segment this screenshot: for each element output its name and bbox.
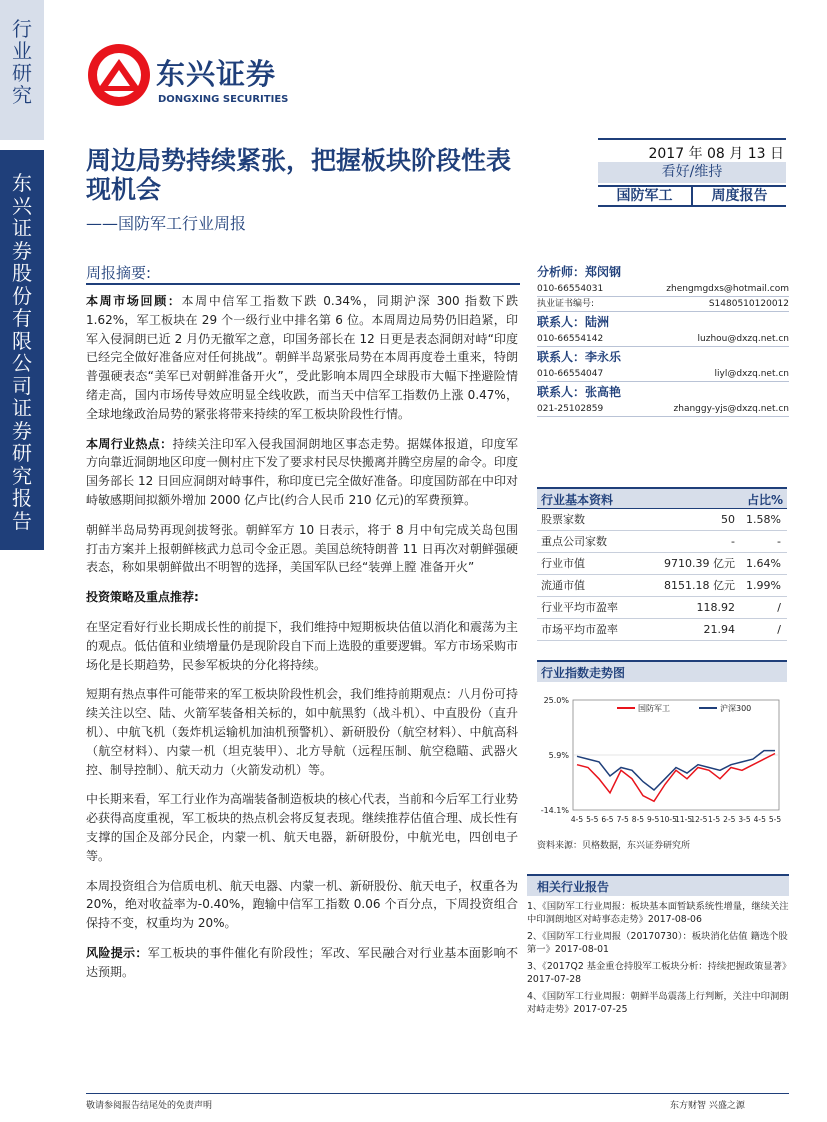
table-row xyxy=(537,575,787,597)
stats-header xyxy=(537,487,787,509)
contact-2-phone: 010-66554047 xyxy=(537,369,604,379)
tag-industry: 国防军工 xyxy=(616,188,673,204)
stat-value: - xyxy=(731,535,735,548)
lead-risk: 风险提示： xyxy=(86,945,148,960)
chart-heading: 行业指数走势图 xyxy=(537,660,787,682)
x-tick-label: 9-5 xyxy=(647,815,660,824)
sidebar xyxy=(0,0,44,1122)
stat-pct: 1.58% xyxy=(746,513,781,526)
legend-label-0: 国防军工 xyxy=(638,704,670,713)
stat-name: 流通市值 xyxy=(541,579,585,592)
contact-3-email[interactable]: zhanggy-yjs@dxzq.net.cn xyxy=(673,404,789,414)
analyst-cert-row xyxy=(537,297,789,312)
paragraph-korea: 朝鲜半岛局势再现剑拔弩张。朝鲜军方 10 日表示，将于 8 月中旬完成关岛包围打击方案并上报朝鲜核武力总司令金正恩。美国总统特朗普 11 日再次对朝鲜强硬表态，称如果朝鲜做出不明智的选择，美国军队已经“装弹上膛 准备开火” xyxy=(86,522,518,575)
contact-1-row xyxy=(537,332,789,347)
stat-pct: 1.99% xyxy=(746,579,781,592)
cert-label: 执业证书编号: xyxy=(537,299,595,309)
contact-1-email[interactable]: luzhou@dxzq.net.cn xyxy=(697,334,789,344)
sidebar-company-band xyxy=(0,150,44,550)
contact-3-phone: 021-25102859 xyxy=(537,404,604,414)
paragraph-risk xyxy=(86,944,518,982)
summary-heading: 周报摘要: xyxy=(86,264,152,282)
y-tick-label: 25.0% xyxy=(543,696,569,705)
lead-market-review: 本周市场回顾： xyxy=(86,294,182,308)
report-subtitle: ——国防军工行业周报 xyxy=(86,214,247,233)
x-tick-label: 4-5 xyxy=(753,815,766,824)
stat-value: 50 xyxy=(721,513,735,526)
contact-1-name: 联系人：陆洲 xyxy=(537,315,610,329)
cert-number: S1480510120012 xyxy=(708,299,789,309)
sidebar-category: 行业研究 xyxy=(12,17,32,107)
logo-cn-text: 东兴证券 xyxy=(156,57,277,91)
analyst-contact-row xyxy=(537,282,789,297)
stat-value: 21.94 xyxy=(703,623,735,636)
footer-divider xyxy=(86,1093,789,1094)
contact-2-email[interactable]: liyl@dxzq.net.cn xyxy=(714,369,789,379)
analyst-email[interactable]: zhengmgdxs@hotmail.com xyxy=(666,284,789,294)
sidebar-company: 东兴证券股份有限公司证券研究报告 xyxy=(12,171,32,533)
paragraph-market-review xyxy=(86,292,518,424)
paragraph-portfolio: 本周投资组合为信质电机、航天电器、内蒙一机、新研股份、航天电子，权重各为 20%，绝对收益率为-0.40%，跑输中信军工指数 0.06 个百分点，下周投资组合保持不变，权重均为 20%。 xyxy=(86,878,519,931)
stat-name: 行业平均市盈率 xyxy=(541,601,618,614)
x-tick-label: 11-5 xyxy=(675,815,693,824)
stat-pct: / xyxy=(777,623,781,636)
related-reports-list xyxy=(527,900,789,1020)
lead-hotspot: 本周行业热点： xyxy=(86,436,173,451)
stat-name: 行业市值 xyxy=(541,557,585,570)
contact-3-name: 联系人：张高艳 xyxy=(537,385,622,399)
stats-heading: 行业基本资料 xyxy=(541,493,614,507)
table-row xyxy=(537,619,787,641)
stat-pct: - xyxy=(777,535,781,548)
footer-slogan: 东方财智 兴盛之源 xyxy=(670,1101,745,1111)
contact-3-row xyxy=(537,402,789,417)
summary-body xyxy=(86,292,518,993)
stat-value: 8151.18 亿元 xyxy=(664,579,735,592)
y-tick-label: -14.1% xyxy=(540,806,569,815)
list-item[interactable]: 2、《国防军工行业周报（20170730）：板块消化估值 籍选个股第一》2017-08-01 xyxy=(527,931,788,955)
report-title: 周边局势持续紧张，把握板块阶段性表现机会 xyxy=(86,146,512,204)
list-item[interactable]: 3、《2017Q2 基金重仓持股军工板块分析：持续把握政策显著》2017-07-28 xyxy=(527,961,787,985)
x-tick-label: 8-5 xyxy=(631,815,645,824)
index-trend-chart xyxy=(537,688,787,833)
stat-pct: / xyxy=(777,601,781,614)
list-item[interactable]: 1、《国防军工行业周报：板块基本面暂缺系统性增量，继续关注中印洞朗地区对峙事态走势》2017-08-06 xyxy=(527,901,789,925)
sidebar-category-band xyxy=(0,0,44,140)
stats-heading-pct: 占比% xyxy=(746,493,783,507)
paragraph-strategy-heading xyxy=(86,588,518,607)
paragraph-hotspot xyxy=(86,435,518,510)
table-row xyxy=(537,553,787,575)
stat-value: 9710.39 亿元 xyxy=(664,557,735,570)
report-meta xyxy=(598,138,786,207)
related-heading: 相关行业报告 xyxy=(527,874,789,896)
rating-badge: 看好/维持 xyxy=(598,162,786,183)
paragraph-strategy-2: 短期有热点事件可能带来的军工板块阶段性机会，我们维持前期观点：八月份可持续关注以空、陆、火箭军装备相关标的，如中航黑豹（战斗机）、中直股份（直升机）、中航飞机（轰炸机运输机加油机预警机）、新研股份（航空材料）、中航高科（航空材料）、内蒙一机（坦克装甲）、北方导航（远程压制、航空稳瞄、武器火控、制导控制）、航天动力（火箭发动机）等。 xyxy=(86,687,519,777)
x-tick-label: 3-5 xyxy=(738,815,751,824)
table-row xyxy=(537,509,787,531)
analyst-name: 分析师：郑闵钢 xyxy=(537,265,622,279)
report-date: 2017 年 08 月 13 日 xyxy=(598,138,786,162)
x-tick-label: 4-5 xyxy=(570,815,584,824)
logo-mark-icon xyxy=(86,42,152,108)
analyst-contacts xyxy=(537,262,789,417)
list-item[interactable]: 4、《国防军工行业周报：朝鲜半岛震荡上行判断，关注中印洞朗对峙走势》2017-07-25 xyxy=(527,991,789,1015)
report-tags xyxy=(598,185,786,207)
table-row xyxy=(537,597,787,619)
x-tick-label: 5-5 xyxy=(586,815,599,824)
legend-label-1: 沪深300 xyxy=(720,704,752,713)
paragraph-strategy-1: 在坚定看好行业长期成长性的前提下，我们维持中短期板块估值以消化和震荡为主的观点。低估值和业绩增量仍是现阶段自下而上选股的重要逻辑。军方市场采购市场化是长期趋势，民参军板块的分化将持续。 xyxy=(86,619,519,672)
stat-name: 重点公司家数 xyxy=(541,535,607,548)
paragraph-strategy-3: 中长期来看，军工行业作为高端装备制造板块的核心代表，当前和今后军工行业势必获得高度重视，军工板块的热点机会将反复表现。继续推荐估值合理、成长性有支撑的国企及部分民企，内蒙一机、航天电器，新研股份，中航光电，四创电子等。 xyxy=(86,792,519,863)
x-tick-label: 6-5 xyxy=(601,815,614,824)
stat-name: 市场平均市盈率 xyxy=(541,623,618,636)
x-tick-label: 12-5 xyxy=(690,815,708,824)
x-tick-label: 2-5 xyxy=(723,815,736,824)
contact-2-name: 联系人：李永乐 xyxy=(537,350,622,364)
lead-strategy: 投资策略及重点推荐: xyxy=(86,590,199,605)
text-hotspot: 持续关注印军入侵我国洞朗地区事态走势。据媒体报道，印度军方向靠近洞朗地区印度一侧村庄下发了要求村民尽快搬离并腾空房屋的命令。印度国务部长 12 日回应洞朗对峙事件，称印度已完全做好准备。印度国防部在中印对峙敏感期间拟额外增加 2000 亿卢比(约合人民币 210 亿元)的军费预算。 xyxy=(86,436,519,507)
table-row xyxy=(537,531,787,553)
x-tick-label: 10-5 xyxy=(659,815,677,824)
footer-disclaimer[interactable]: 敬请参阅报告结尾处的免责声明 xyxy=(86,1101,213,1111)
logo-en-text: DONGXING SECURITIES xyxy=(158,94,289,105)
text-risk: 军工板块的事件催化有阶段性；军改、军民融合对行业基本面影响不达预期。 xyxy=(86,945,518,979)
contact-1-phone: 010-66554142 xyxy=(537,334,604,344)
analyst-phone: 010-66554031 xyxy=(537,284,604,294)
x-tick-label: 1-5 xyxy=(707,815,721,824)
tag-type: 周度报告 xyxy=(691,187,786,205)
summary-divider xyxy=(86,283,520,285)
contact-2-row xyxy=(537,367,789,382)
industry-stats-table xyxy=(537,487,787,641)
stat-value: 118.92 xyxy=(696,601,735,614)
text-market-review: 本周中信军工指数下跌 0.34%，同期沪深 300 指数下跌 1.62%，军工板块在 29 个一级行业中排名第 6 位。本周周边局势仍旧趋紧，印军入侵洞朗已近 2 月仍无撤军之意，印国务部长在 12 日更是表态洞朗对峙“印度已经完全做好准备应对任何挑战”。朝鲜半岛紧张局势在本周再度卷土重来，特朗普强硬表态“美军已对朝鲜准备开火”，受此影响本周四全球股市大幅下挫避险情绪走高，国内市场传导效应明显全线收跌，而当天中信军工指数仍上涨 0.47%，全球地缘政治局势的紧张将带来持续的军工板块阶段性行情。 xyxy=(86,294,518,421)
y-tick-label: 5.9% xyxy=(548,751,569,760)
stat-name: 股票家数 xyxy=(541,513,585,526)
company-logo xyxy=(86,42,306,112)
stat-pct: 1.64% xyxy=(746,557,781,570)
x-tick-label: 7-5 xyxy=(616,815,629,824)
chart-source: 资料来源：贝格数据，东兴证券研究所 xyxy=(537,841,691,851)
x-tick-label: 5-5 xyxy=(768,815,782,824)
